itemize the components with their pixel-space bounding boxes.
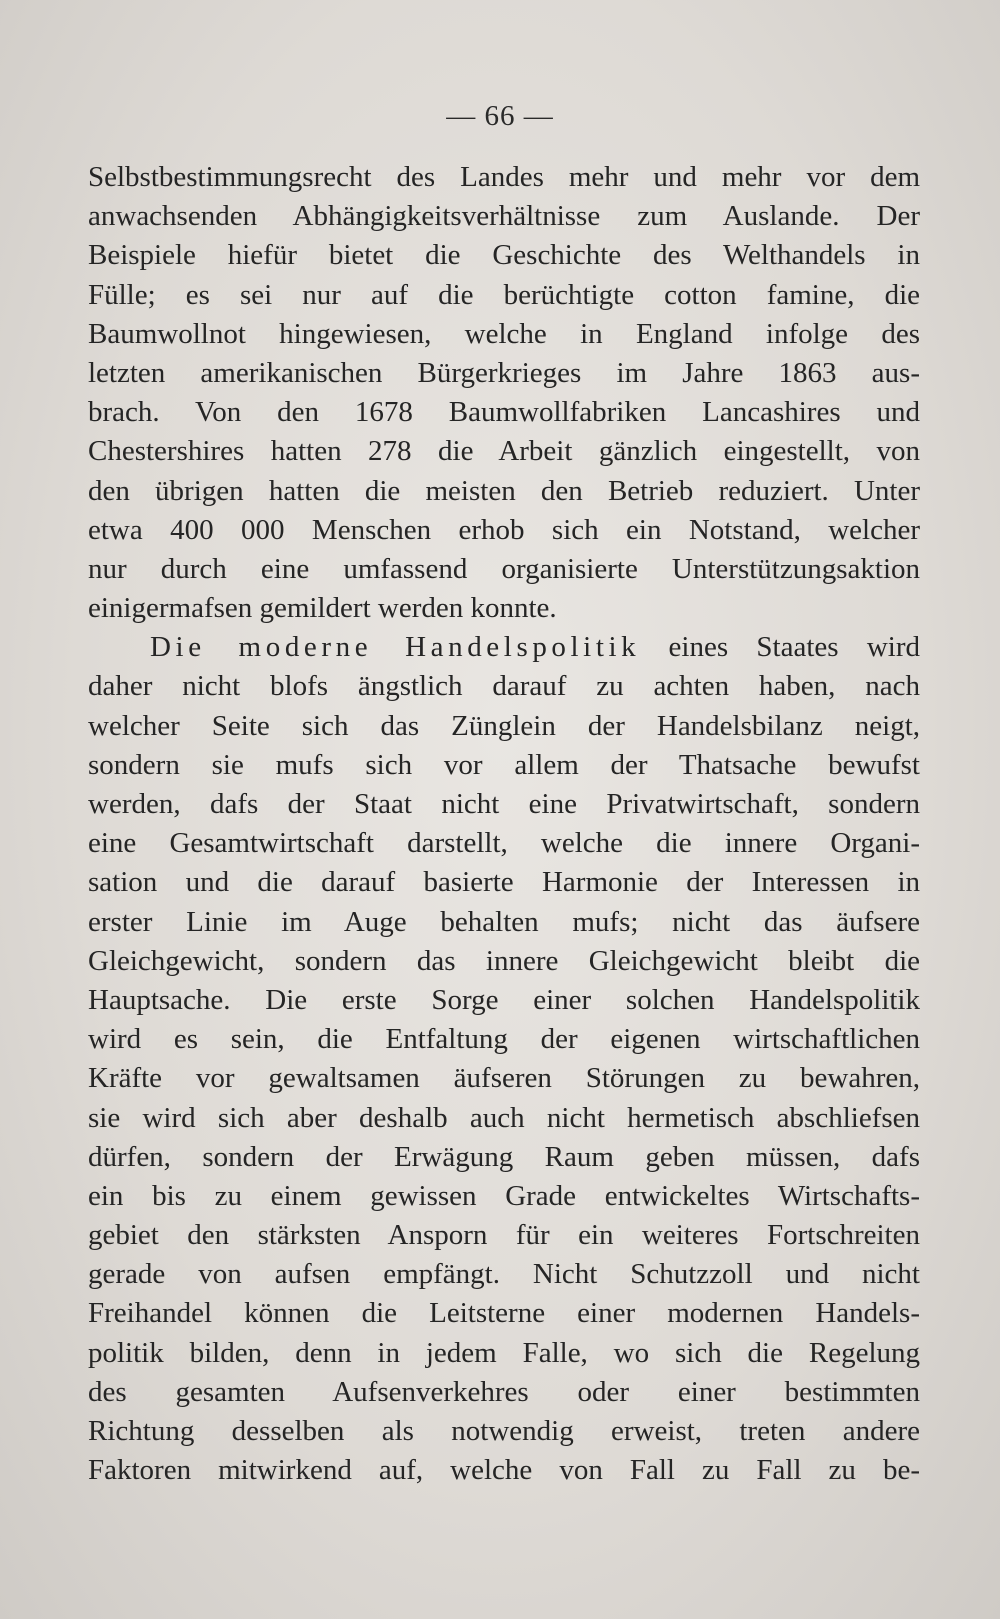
text-line: letzten amerikanischen Bürgerkrieges im Jahre 1863 aus- bbox=[88, 356, 920, 389]
text-line: werden, dafs der Staat nicht eine Privatwirtschaft, sondern bbox=[88, 788, 920, 820]
text-line: Selbstbestimmungsrecht des Landes mehr und mehr vor dem bbox=[88, 161, 920, 193]
text-line: Hauptsache. Die erste Sorge einer solchen Handelspolitik bbox=[88, 983, 920, 1016]
emphasized-term: Die moderne Handelspolitik bbox=[150, 631, 641, 664]
text-line: einigermafsen gemildert werden konnte. bbox=[88, 592, 557, 625]
text-line: gerade von aufsen empfängt. Nicht Schutzzoll und nicht bbox=[88, 1258, 920, 1291]
text-line: welcher Seite sich das Zünglein der Handelsbilanz neigt, bbox=[88, 709, 920, 742]
text-line: nur durch eine umfassend organisierte Unterstützungsaktion bbox=[88, 552, 920, 585]
text-line: daher nicht blofs ängstlich darauf zu achten haben, nach bbox=[88, 670, 920, 703]
text-line: ein bis zu einem gewissen Grade entwickeltes Wirtschafts- bbox=[88, 1179, 920, 1212]
text-line: anwachsenden Abhängigkeitsverhältnisse zum Auslande. Der bbox=[88, 200, 920, 233]
text-line: Kräfte vor gewaltsamen äufseren Störungen zu bewahren, bbox=[88, 1062, 920, 1095]
text-line: gebiet den stärksten Ansporn für ein weiteres Fortschreiten bbox=[88, 1219, 920, 1252]
text-line: Faktoren mitwirkend auf, welche von Fall zu Fall zu be- bbox=[88, 1454, 920, 1487]
text-line: wird es sein, die Entfaltung der eigenen wirtschaftlichen bbox=[88, 1023, 920, 1056]
text-line: den übrigen hatten die meisten den Betrieb reduziert. Unter bbox=[88, 474, 920, 507]
text-line: Fülle; es sei nur auf die berüchtigte cotton famine, die bbox=[88, 278, 920, 311]
text-run: eines Staates wird bbox=[640, 631, 921, 664]
paragraph-1 bbox=[88, 158, 920, 628]
text-line: des gesamten Aufsenverkehres oder einer bestimmten bbox=[88, 1375, 920, 1408]
text-line: brach. Von den 1678 Baumwollfabriken Lancashires und bbox=[88, 396, 920, 429]
paragraph-2 bbox=[88, 628, 920, 1490]
text-line: dürfen, sondern der Erwägung Raum geben müssen, dafs bbox=[88, 1140, 920, 1173]
text-line: Baumwollnot hingewiesen, welche in England infolge des bbox=[88, 317, 920, 350]
text-line: Chestershires hatten 278 die Arbeit gänzlich eingestellt, von bbox=[88, 435, 920, 468]
text-line: sation und die darauf basierte Harmonie der Interessen in bbox=[88, 866, 920, 899]
text-line: Richtung desselben als notwendig erweist, treten andere bbox=[88, 1415, 920, 1447]
text-line: Gleichgewicht, sondern das innere Gleichgewicht bleibt die bbox=[88, 944, 920, 977]
text-line-first bbox=[88, 628, 920, 667]
text-line: etwa 400 000 Menschen erhob sich ein Notstand, welcher bbox=[88, 513, 920, 546]
text-line: Freihandel können die Leitsterne einer modernen Handels- bbox=[88, 1297, 920, 1330]
body-text bbox=[88, 158, 920, 1490]
text-line: Beispiele hiefür bietet die Geschichte des Welthandels in bbox=[88, 239, 920, 272]
text-line: sie wird sich aber deshalb auch nicht hermetisch abschliefsen bbox=[88, 1101, 920, 1134]
text-line: eine Gesamtwirtschaft darstellt, welche die innere Organi- bbox=[88, 827, 920, 860]
text-line: politik bilden, denn in jedem Falle, wo sich die Regelung bbox=[88, 1336, 920, 1369]
text-line: sondern sie mufs sich vor allem der Thatsache bewufst bbox=[88, 748, 920, 781]
text-line: erster Linie im Auge behalten mufs; nicht das äufsere bbox=[88, 905, 920, 938]
page-number: — 66 — bbox=[446, 100, 554, 132]
